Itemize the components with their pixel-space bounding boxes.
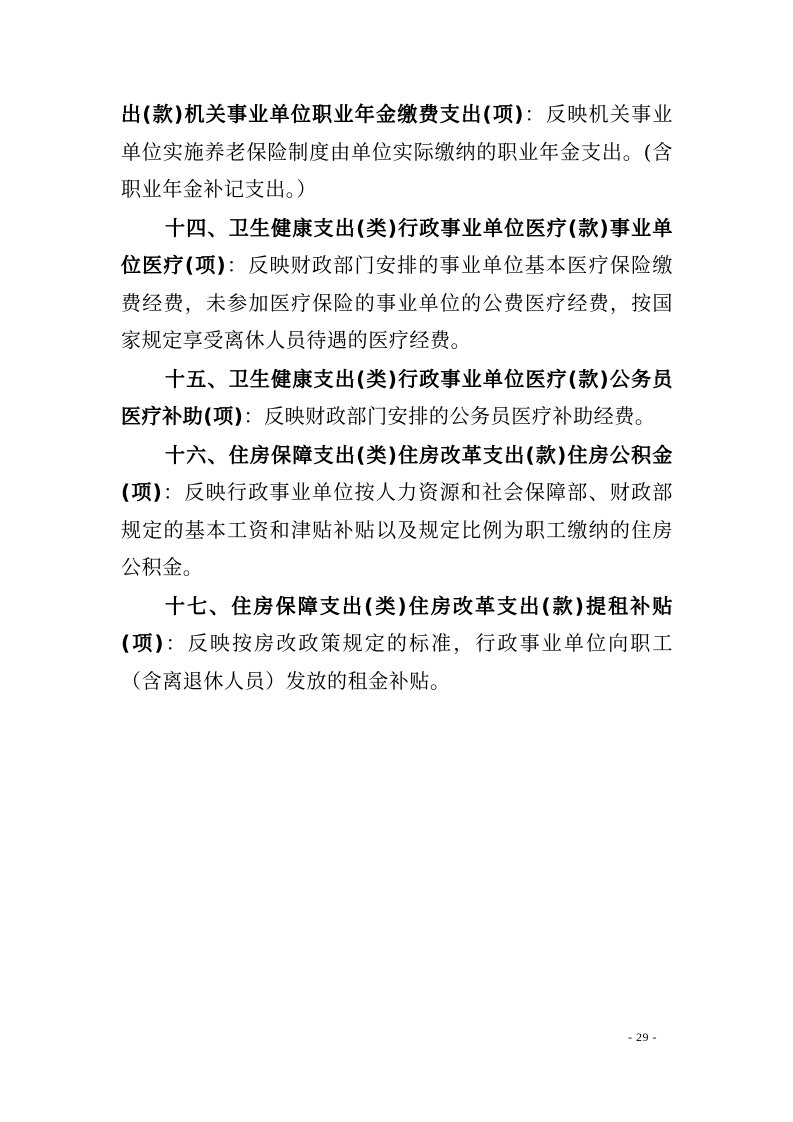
paragraph-text: ：反映财政部门安排的公务员医疗补助经费。: [243, 404, 656, 428]
paragraph-housing-fund: [121, 437, 673, 587]
page-number: - 29 -: [628, 1030, 657, 1044]
paragraph-text: ：反映按房改政策规定的标准，行政事业单位向职工（含离退休人员）发放的租金补贴。: [121, 631, 673, 693]
paragraph-text: ：反映财政部门安排的事业单位基本医疗保险缴费经费，未参加医疗保险的事业单位的公费医疗经费，按国家规定享受离休人员待遇的医疗经费。: [121, 253, 673, 352]
paragraph-text: ：反映机关事业单位实施养老保险制度由单位实际缴纳的职业年金支出。(含职业年金补记支出。）: [121, 102, 673, 201]
paragraph-heading: 十七、住房保障支出(类)住房改革支出(款)提租补贴(项): [121, 593, 673, 655]
paragraph-heading: 出(款)机关事业单位职业年金缴费支出(项): [121, 102, 524, 126]
paragraph-heading: 十六、住房保障支出(类)住房改革支出(款)住房公积金(项): [121, 442, 673, 504]
paragraph-health-institution: [121, 210, 673, 360]
document-body: [121, 96, 673, 701]
paragraph-pension: [121, 96, 673, 209]
paragraph-heading: 十四、卫生健康支出(类)行政事业单位医疗(款)事业单位医疗(项): [121, 215, 673, 277]
paragraph-rent-subsidy: [121, 588, 673, 701]
paragraph-text: ：反映行政事业单位按人力资源和社会保障部、财政部规定的基本工资和津贴补贴以及规定比例为职工缴纳的住房公积金。: [121, 480, 673, 579]
paragraph-heading: 十五、卫生健康支出(类)行政事业单位医疗(款)公务员医疗补助(项): [121, 366, 673, 428]
paragraph-health-civil-servant: [121, 361, 673, 436]
